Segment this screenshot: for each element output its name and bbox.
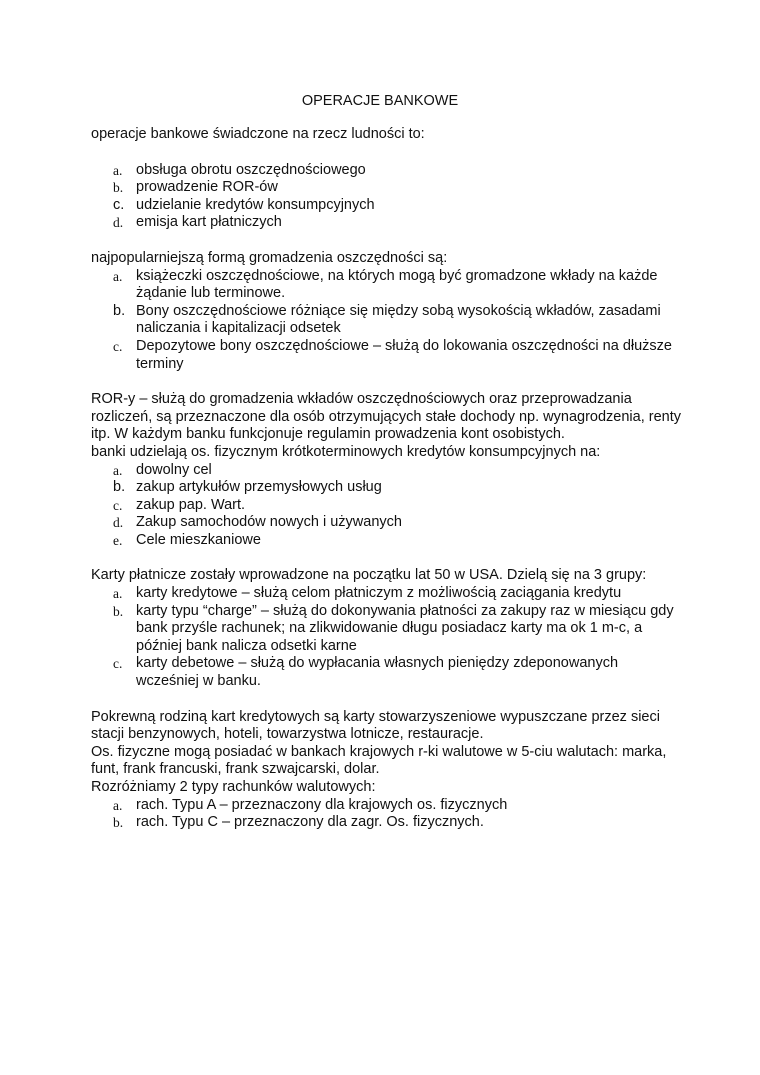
list-marker: a. [113,586,123,602]
list-marker: b. [113,603,124,619]
list-item [91,814,681,832]
section4-list [91,585,681,691]
page-title: OPERACJE BANKOWE [301,93,459,109]
section5-paragraph2: Os. fizyczne mogą posiadać w bankach krajowych r-ki walutowe w 5-ciu walutach: marka, funt, frank francuski, frank szwajcarski, dolar. [91,743,667,778]
list-item-text: Bony oszczędnościowe różniące się między sobą wysokością wkładów, zasadami naliczania i kapitalizacji odsetek [136,302,661,337]
section3-list [91,462,681,550]
list-marker: a. [113,462,123,478]
list-item-text: dowolny cel [136,461,212,478]
list-marker: d. [113,215,124,231]
section1-list [91,162,681,232]
list-item-text: książeczki oszczędnościowe, na których mogą być gromadzone wkłady na każde żądanie lub terminowe. [136,267,658,302]
list-item-text: obsługa obrotu oszczędnościowego [136,161,366,178]
list-item [91,162,681,180]
section1-intro: operacje bankowe świadczone na rzecz ludności to: [91,126,425,142]
list-marker: b. [113,302,126,319]
list-marker: b. [113,815,124,831]
list-marker: a. [113,797,123,813]
list-item [91,179,681,197]
list-item-text: rach. Typu A – przeznaczony dla krajowych os. fizycznych [136,796,508,813]
list-item [91,214,681,232]
list-item-text: prowadzenie ROR-ów [136,179,278,196]
list-marker: b. [113,479,126,496]
list-item-text: Depozytowe bony oszczędnościowe – służą do lokowania oszczędności na dłuższe terminy [136,337,672,372]
list-item-text: karty kredytowe – służą celom płatniczym z możliwością zaciągania kredytu [136,585,622,602]
list-item [91,585,681,603]
list-item [91,603,681,656]
list-item [91,268,681,303]
list-item [91,338,681,373]
list-item [91,479,681,497]
section3-intro: banki udzielają os. fizycznym krótkoterminowych kredytów konsumpcyjnych na: [91,443,601,460]
section3-paragraph: ROR-y – służą do gromadzenia wkładów oszczędnościowych oraz przeprowadzania rozliczeń, są przeznaczone dla osób otrzymujących stałe dochody np. wynagrodzenia, renty itp. W każdym banku funkcjonuje regulamin prowadzenia kont osobistych. [91,391,681,443]
list-item-text: Cele mieszkaniowe [136,531,261,548]
list-marker: a. [113,162,123,178]
list-item [91,655,681,690]
section2-list [91,268,681,374]
list-item-text: karty typu “charge” – służą do dokonywania płatności za zakupy raz w miesiącu gdy bank przyśle rachunek; na zlikwidowanie długu posiadacz karty ma ok 1 m-c, a później bank nalicza odsetki karne [136,602,674,654]
document-body [91,126,681,832]
list-item [91,462,681,480]
list-marker: b. [113,180,124,196]
list-item [91,303,681,338]
list-item-text: karty debetowe – służą do wypłacania własnych pieniędzy zdeponowanych wcześniej w banku. [136,655,619,690]
list-item [91,514,681,532]
list-item-text: zakup pap. Wart. [136,496,246,513]
section4-intro: Karty płatnicze zostały wprowadzone na początku lat 50 w USA. Dzielą się na 3 grupy: [91,567,647,584]
list-item [91,532,681,550]
list-item [91,797,681,815]
list-item-text: zakup artykułów przemysłowych usług [136,479,382,496]
list-marker: e. [113,532,123,548]
list-item [91,197,681,215]
list-item-text: Zakup samochodów nowych i używanych [136,514,402,531]
list-marker: d. [113,515,124,531]
list-marker: c. [113,497,123,513]
list-item [91,497,681,515]
section5-paragraph1: Pokrewną rodziną kart kredytowych są karty stowarzyszeniowe wypuszczane przez sieci stacji benzynowych, hoteli, towarzystwa lotnicze, restauracje. [91,708,660,743]
section5-intro: Rozróżniamy 2 typy rachunków walutowych: [91,779,376,795]
section2-intro: najpopularniejszą formą gromadzenia oszczędności są: [91,249,448,266]
list-marker: a. [113,268,123,284]
list-marker: c. [113,196,125,213]
section5-list [91,797,681,832]
list-item-text: rach. Typu C – przeznaczony dla zagr. Os. fizycznych. [136,814,484,831]
list-item-text: udzielanie kredytów konsumpcyjnych [136,196,375,213]
list-item-text: emisja kart płatniczych [136,214,282,231]
list-marker: c. [113,656,123,672]
list-marker: c. [113,338,123,354]
